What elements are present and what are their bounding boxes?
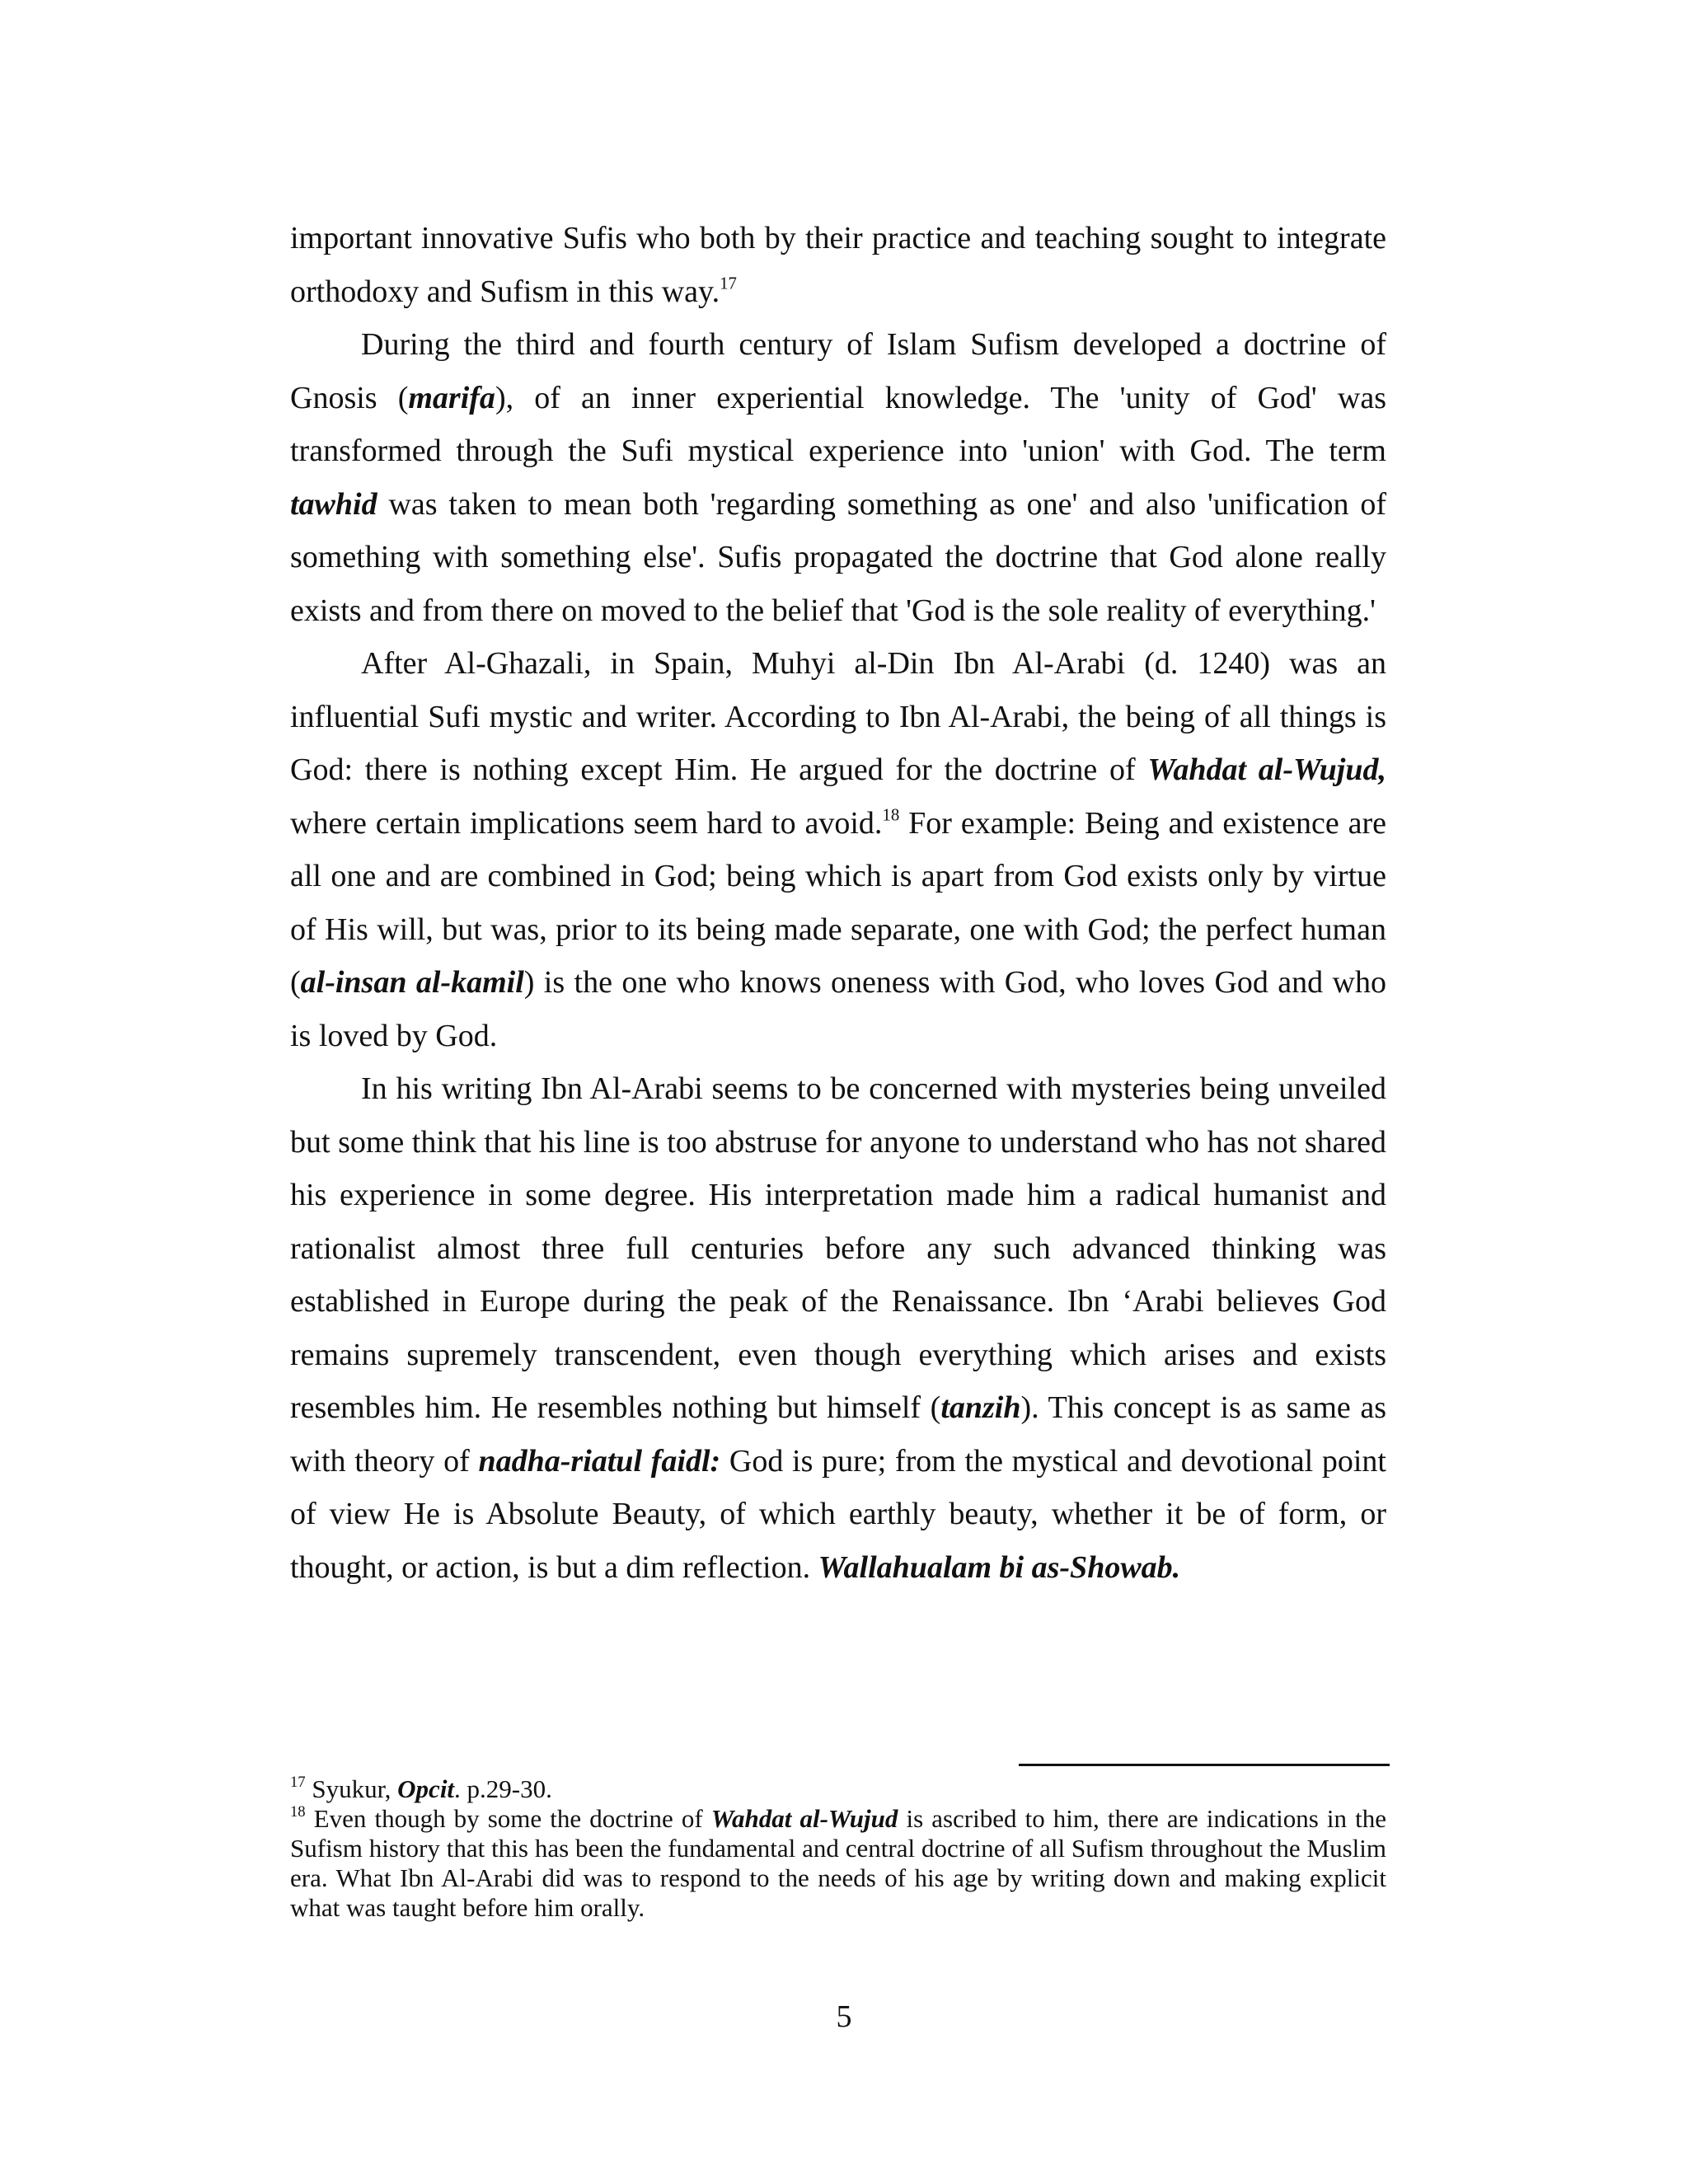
paragraph-2-text-1: During the third and fourth century of Islam Sufism developed a doctrine of Gnosis ( (290, 327, 1386, 415)
paragraph-2-text-2: ), of an inner experiential knowledge. The 'unity of God' was transformed through the Sufi mystical experience into 'union' with God. The term (290, 380, 1387, 468)
paragraph-4-text-2: ). This concept is as same as with theory of (290, 1390, 1386, 1479)
term-nadha-riatul-faidl: nadha-riatul faidl: (478, 1443, 721, 1479)
footnote-18-number: 18 (290, 1802, 306, 1821)
footnote-ref-18: 18 (882, 804, 900, 824)
paragraph-1 (290, 212, 1386, 318)
footnote-17-text-2: . p.29-30. (454, 1774, 552, 1803)
paragraph-4 (290, 1062, 1386, 1594)
term-al-insan-al-kamil: al-insan al-kamil (300, 965, 524, 1000)
footnote-17 (290, 1774, 1386, 1804)
footnote-17-opcit: Opcit (397, 1774, 455, 1803)
closing-phrase: Wallahualam bi as-Showab. (818, 1549, 1181, 1585)
paragraph-3-text-4: ) is the one who knows oneness with God, who loves God and who is loved by God. (290, 965, 1386, 1053)
paragraph-3-text-2: where certain implications seem hard to avoid. (290, 805, 883, 841)
term-tawhid: tawhid (290, 486, 377, 522)
paragraph-4-text-1: In his writing Ibn Al-Arabi seems to be concerned with mysteries being unveiled but some think that his line is too abstruse for anyone to understand who has not shared his experience in some degree. His interpretation made him a radical humanist and rationalist almost three full centuries before any such advanced thinking was established in Europe during the peak of the Renaissance. Ibn ‘Arabi believes God remains supremely transcendent, even though everything which arises and exists resembles him. He resembles nothing but himself ( (290, 1071, 1386, 1425)
paragraph-4-text-3: God is pure; from the mystical and devotional point of view He is Absolute Beauty, of which earthly beauty, whether it be of form, or thought, or action, is but a dim reflection. (290, 1443, 1386, 1585)
footnote-18-text-2: is ascribed to him, there are indications in the Sufism history that this has been the fundamental and central doctrine of all Sufism throughout the Muslim era. What Ibn Al-Arabi did was to respond to the needs of his age by writing down and making explicit what was taught before him orally. (290, 1804, 1386, 1922)
footnote-17-text-1: Syukur, (305, 1774, 398, 1803)
term-wahdat-al-wujud: Wahdat al-Wujud, (1147, 752, 1386, 787)
footnote-18 (290, 1804, 1386, 1923)
footnote-separator (1019, 1764, 1390, 1766)
footnotes (290, 1774, 1386, 1923)
term-tanzih: tanzih (940, 1390, 1021, 1425)
paragraph-2 (290, 318, 1386, 637)
footnote-17-number: 17 (290, 1773, 306, 1791)
footnote-ref-17: 17 (720, 272, 737, 293)
paragraph-1-text: important innovative Sufis who both by their practice and teaching sought to integrate orthodoxy and Sufism in this way. (290, 221, 1386, 309)
body-text (290, 212, 1386, 1594)
footnote-18-term: Wahdat al-Wujud (710, 1804, 898, 1833)
paragraph-3 (290, 637, 1386, 1062)
paragraph-3-text-3: For example: Being and existence are all one and are combined in God; being which is apart from God exists only by virtue of His will, but was, prior to its being made separate, one with God; the perfect human ( (290, 805, 1386, 1000)
page-number: 5 (836, 1999, 852, 2034)
paragraph-2-text-3: was taken to mean both 'regarding something as one' and also 'unification of something with something else'. Sufis propagated the doctrine that God alone really exists and from there on moved to the belief that 'God is the sole reality of everything.' (290, 486, 1386, 628)
footnote-18-text-1: Even though by some the doctrine of (305, 1804, 711, 1833)
term-marifa: marifa (408, 380, 495, 415)
paragraph-3-text-1: After Al-Ghazali, in Spain, Muhyi al-Din Ibn Al-Arabi (d. 1240) was an influential Sufi mystic and writer. According to Ibn Al-Arabi, the being of all things is God: there is nothing except Him. He argued for the doctrine of (290, 646, 1386, 787)
